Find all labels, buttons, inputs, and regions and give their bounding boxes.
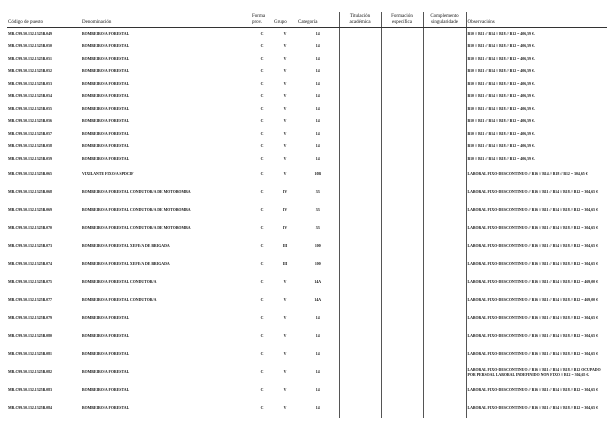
cell-grupo: V bbox=[283, 352, 287, 357]
cell-codigo: MR.C99.50.132.1325B.081 bbox=[8, 352, 52, 357]
cell-grupo: V bbox=[283, 144, 287, 149]
cell-complemento bbox=[423, 382, 466, 400]
cell-categoria: 14 bbox=[315, 106, 320, 111]
table-row bbox=[7, 238, 607, 256]
cell-codigo: MR.C99.50.132.1325B.059 bbox=[8, 156, 52, 161]
cell-observacions: B10 // B11 // B14 // B18 // B12 = 406,59 €. bbox=[466, 53, 607, 66]
cell-codigo: MR.C99.50.132.1325B.053 bbox=[8, 81, 52, 86]
cell-complemento bbox=[423, 202, 466, 220]
cell-observacions: LABORAL FIXO-DESCONTINUO // B16 // B11 // B14 // B18 // B12 = 304,65 € bbox=[466, 256, 607, 274]
table-row bbox=[7, 41, 607, 54]
cell-titulacion bbox=[339, 41, 381, 54]
table-row bbox=[7, 28, 607, 41]
table-row bbox=[7, 382, 607, 400]
cell-categoria: 14 bbox=[315, 370, 320, 375]
table-row bbox=[7, 220, 607, 238]
table-row bbox=[7, 346, 607, 364]
cell-forma-prov: C bbox=[260, 131, 264, 136]
cell-complemento bbox=[423, 141, 466, 154]
cell-formacion bbox=[381, 310, 423, 328]
cell-formacion bbox=[381, 153, 423, 166]
cell-categoria: 14 bbox=[315, 31, 320, 36]
cell-codigo: MR.C99.50.132.1325B.082 bbox=[8, 370, 52, 375]
cell-complemento bbox=[423, 153, 466, 166]
cell-observacions: B10 // B11 // B14 // B18 // B12 = 406,59 €. bbox=[466, 28, 607, 41]
cell-denominacion: BOMBEIRO/A FORESTAL bbox=[82, 334, 130, 339]
cell-denominacion: BOMBEIRO/A FORESTAL bbox=[82, 44, 130, 49]
cell-observacions: LABORAL FIXO-DESCONTINUO // B16 // B11 // B14 // B18 // B12 = 469,00 € bbox=[466, 274, 607, 292]
cell-observacions: B10 // B11 // B14 // B18 // B12 = 406,59 €. bbox=[466, 103, 607, 116]
cell-denominacion: BOMBEIRO/A FORESTAL CONDUTOR/A DE MOTOBOMBA bbox=[82, 190, 191, 195]
cell-categoria: 14 bbox=[315, 44, 320, 49]
table-row bbox=[7, 256, 607, 274]
table-row bbox=[7, 292, 607, 310]
cell-complemento bbox=[423, 91, 466, 104]
cell-forma-prov: C bbox=[260, 156, 264, 161]
table-row bbox=[7, 202, 607, 220]
cell-titulacion bbox=[339, 153, 381, 166]
cell-denominacion: BOMBEIRO/A FORESTAL bbox=[82, 156, 130, 161]
col-codigo: Código de puesto bbox=[7, 12, 81, 28]
table-row bbox=[7, 53, 607, 66]
cell-denominacion: BOMBEIRO/A FORESTAL bbox=[82, 106, 130, 111]
cell-observacions: LABORAL FIXO-DESCONTINUO // B16 // B11 // B14 // B18 // B12 = 469,00 € bbox=[466, 292, 607, 310]
cell-grupo: V bbox=[283, 156, 287, 161]
cell-titulacion bbox=[339, 128, 381, 141]
cell-denominacion: BOMBEIRO/A FORESTAL bbox=[82, 406, 130, 411]
table-row bbox=[7, 66, 607, 79]
cell-forma-prov: C bbox=[260, 172, 264, 177]
cell-complemento bbox=[423, 103, 466, 116]
cell-observacions: LABORAL FIXO-DESCONTINUO // B16 // B11 // B14 // B18 // B12 = 304,65 € bbox=[466, 382, 607, 400]
cell-forma-prov: C bbox=[260, 106, 264, 111]
table-header bbox=[7, 12, 607, 28]
cell-forma-prov: C bbox=[260, 56, 264, 61]
cell-complemento bbox=[423, 238, 466, 256]
cell-categoria: 10B bbox=[314, 172, 321, 177]
cell-observacions: B10 // B11 // B14 // B18 // B12 = 406,59 €. bbox=[466, 66, 607, 79]
cell-grupo: V bbox=[283, 316, 287, 321]
cell-forma-prov: C bbox=[260, 31, 264, 36]
table-row bbox=[7, 128, 607, 141]
cell-categoria: 14 bbox=[315, 156, 320, 161]
cell-complemento bbox=[423, 128, 466, 141]
cell-categoria: 14 bbox=[315, 334, 320, 339]
cell-formacion bbox=[381, 364, 423, 382]
col-titulacion: Titulación académica bbox=[339, 12, 381, 28]
cell-titulacion bbox=[339, 78, 381, 91]
cell-grupo: V bbox=[283, 106, 287, 111]
cell-grupo: V bbox=[283, 56, 287, 61]
cell-grupo: V bbox=[283, 298, 287, 303]
cell-observacions: B10 // B11 // B14 // B18 // B12 = 406,59 €. bbox=[466, 78, 607, 91]
cell-forma-prov: C bbox=[260, 406, 264, 411]
cell-denominacion: BOMBEIRO/A FORESTAL XEFE/A DE BRIGADA bbox=[82, 244, 170, 249]
cell-formacion bbox=[381, 202, 423, 220]
cell-formacion bbox=[381, 78, 423, 91]
col-categoria: Categoría bbox=[297, 12, 339, 28]
cell-forma-prov: C bbox=[260, 226, 264, 231]
col-denominacion: Denominación bbox=[81, 12, 251, 28]
cell-complemento bbox=[423, 364, 466, 382]
table-row bbox=[7, 400, 607, 418]
cell-categoria: 14A bbox=[314, 280, 322, 285]
cell-titulacion bbox=[339, 184, 381, 202]
cell-categoria: 33 bbox=[315, 208, 320, 213]
cell-grupo: V bbox=[283, 388, 287, 393]
cell-observacions: LABORAL FIXO-DESCONTINUO // B16 // B11 // B14 // B18 // B12 = 304,65 € bbox=[466, 400, 607, 418]
cell-grupo: V bbox=[283, 334, 287, 339]
table-row bbox=[7, 91, 607, 104]
cell-formacion bbox=[381, 274, 423, 292]
cell-denominacion: BOMBEIRO/A FORESTAL CONDUTOR/A DE MOTOBOMBA bbox=[82, 208, 191, 213]
cell-formacion bbox=[381, 128, 423, 141]
cell-categoria: 14 bbox=[315, 316, 320, 321]
cell-categoria: 100 bbox=[314, 262, 321, 267]
cell-denominacion: BOMBEIRO/A FORESTAL bbox=[82, 144, 130, 149]
cell-titulacion bbox=[339, 346, 381, 364]
table-body bbox=[7, 28, 607, 418]
cell-denominacion: VIXILANTE FIXO/A SPDCIF bbox=[82, 172, 134, 177]
cell-formacion bbox=[381, 238, 423, 256]
cell-titulacion bbox=[339, 166, 381, 184]
cell-grupo: III bbox=[282, 244, 288, 249]
cell-complemento bbox=[423, 328, 466, 346]
cell-complemento bbox=[423, 78, 466, 91]
cell-formacion bbox=[381, 256, 423, 274]
cell-grupo: V bbox=[283, 94, 287, 99]
cell-titulacion bbox=[339, 202, 381, 220]
cell-forma-prov: C bbox=[260, 244, 264, 249]
cell-complemento bbox=[423, 310, 466, 328]
cell-categoria: 14 bbox=[315, 144, 320, 149]
cell-denominacion: BOMBEIRO/A FORESTAL bbox=[82, 352, 130, 357]
cell-complemento bbox=[423, 400, 466, 418]
cell-forma-prov: C bbox=[260, 119, 264, 124]
cell-codigo: MR.C99.50.132.1325B.050 bbox=[8, 44, 52, 49]
cell-forma-prov: C bbox=[260, 388, 264, 393]
cell-forma-prov: C bbox=[260, 334, 264, 339]
cell-grupo: V bbox=[283, 131, 287, 136]
cell-categoria: 33 bbox=[315, 190, 320, 195]
cell-formacion bbox=[381, 28, 423, 41]
cell-forma-prov: C bbox=[260, 94, 264, 99]
cell-formacion bbox=[381, 184, 423, 202]
cell-titulacion bbox=[339, 28, 381, 41]
cell-categoria: 14 bbox=[315, 69, 320, 74]
cell-grupo: V bbox=[283, 81, 287, 86]
cell-codigo: MR.C99.50.132.1325B.056 bbox=[8, 119, 52, 124]
cell-grupo: IV bbox=[282, 190, 288, 195]
cell-codigo: MR.C99.50.132.1325B.057 bbox=[8, 131, 52, 136]
cell-formacion bbox=[381, 66, 423, 79]
cell-categoria: 14A bbox=[314, 298, 322, 303]
cell-categoria: 14 bbox=[315, 406, 320, 411]
cell-grupo: V bbox=[283, 44, 287, 49]
table-row bbox=[7, 116, 607, 129]
cell-complemento bbox=[423, 41, 466, 54]
cell-codigo: MR.C99.50.132.1325B.077 bbox=[8, 298, 52, 303]
cell-categoria: 14 bbox=[315, 131, 320, 136]
cell-formacion bbox=[381, 382, 423, 400]
cell-codigo: MR.C99.50.132.1325B.058 bbox=[8, 144, 52, 149]
cell-categoria: 100 bbox=[314, 244, 321, 249]
cell-complemento bbox=[423, 346, 466, 364]
cell-forma-prov: C bbox=[260, 69, 264, 74]
cell-categoria: 14 bbox=[315, 352, 320, 357]
cell-grupo: V bbox=[283, 370, 287, 375]
cell-denominacion: BOMBEIRO/A FORESTAL bbox=[82, 131, 130, 136]
cell-titulacion bbox=[339, 53, 381, 66]
cell-observacions: LABORAL FIXO-DESCONTINUO // B16 // B11 // B14 // B18 // B12 = 304,65 € bbox=[466, 184, 607, 202]
cell-observacions: LABORAL FIXO-DESCONTINUO // B16 // B11 // B14 // B18 // B12 = 304,65 € bbox=[466, 328, 607, 346]
cell-grupo: V bbox=[283, 280, 287, 285]
cell-grupo: V bbox=[283, 119, 287, 124]
cell-denominacion: BOMBEIRO/A FORESTAL bbox=[82, 94, 130, 99]
cell-observacions: LABORAL FIXO-DESCONTINUO // B16 // B11 // B14 // B18 // B12 = 304,65 € bbox=[466, 238, 607, 256]
cell-categoria: 14 bbox=[315, 81, 320, 86]
cell-formacion bbox=[381, 220, 423, 238]
table-row bbox=[7, 153, 607, 166]
cell-formacion bbox=[381, 103, 423, 116]
cell-forma-prov: C bbox=[260, 370, 264, 375]
cell-complemento bbox=[423, 166, 466, 184]
col-grupo: Grupo bbox=[273, 12, 297, 28]
cell-formacion bbox=[381, 328, 423, 346]
cell-titulacion bbox=[339, 328, 381, 346]
cell-denominacion: BOMBEIRO/A FORESTAL bbox=[82, 56, 130, 61]
table-row bbox=[7, 310, 607, 328]
cell-denominacion: BOMBEIRO/A FORESTAL bbox=[82, 119, 130, 124]
cell-complemento bbox=[423, 53, 466, 66]
cell-forma-prov: C bbox=[260, 316, 264, 321]
cell-forma-prov: C bbox=[260, 298, 264, 303]
cell-categoria: 14 bbox=[315, 388, 320, 393]
positions-table bbox=[7, 12, 607, 418]
cell-codigo: MR.C99.50.132.1325B.084 bbox=[8, 406, 52, 411]
cell-formacion bbox=[381, 346, 423, 364]
cell-titulacion bbox=[339, 256, 381, 274]
cell-categoria: 14 bbox=[315, 56, 320, 61]
cell-denominacion: BOMBEIRO/A FORESTAL bbox=[82, 388, 130, 393]
cell-titulacion bbox=[339, 91, 381, 104]
cell-codigo: MR.C99.50.132.1325B.074 bbox=[8, 262, 52, 267]
cell-codigo: MR.C99.50.132.1325B.068 bbox=[8, 190, 52, 195]
cell-denominacion: BOMBEIRO/A FORESTAL XEFE/A DE BRIGADA bbox=[82, 262, 170, 267]
cell-grupo: IV bbox=[282, 226, 288, 231]
cell-formacion bbox=[381, 91, 423, 104]
cell-formacion bbox=[381, 41, 423, 54]
cell-observacions: B10 // B11 // B14 // B18 // B12 = 406,59 €. bbox=[466, 141, 607, 154]
col-formacion: Formación específica bbox=[381, 12, 423, 28]
cell-denominacion: BOMBEIRO/A FORESTAL bbox=[82, 31, 130, 36]
cell-denominacion: BOMBEIRO/A FORESTAL CONDUTOR/A DE MOTOBOMBA bbox=[82, 226, 191, 231]
cell-titulacion bbox=[339, 141, 381, 154]
cell-codigo: MR.C99.50.132.1325B.051 bbox=[8, 56, 52, 61]
table-row bbox=[7, 328, 607, 346]
cell-complemento bbox=[423, 256, 466, 274]
cell-titulacion bbox=[339, 382, 381, 400]
cell-denominacion: BOMBEIRO/A FORESTAL CONDUTOR/A bbox=[82, 280, 157, 285]
cell-titulacion bbox=[339, 400, 381, 418]
cell-titulacion bbox=[339, 238, 381, 256]
cell-grupo: V bbox=[283, 172, 287, 177]
cell-forma-prov: C bbox=[260, 280, 264, 285]
cell-codigo: MR.C99.50.132.1325B.080 bbox=[8, 334, 52, 339]
cell-categoria: 14 bbox=[315, 119, 320, 124]
cell-grupo: V bbox=[283, 31, 287, 36]
cell-denominacion: BOMBEIRO/A FORESTAL bbox=[82, 69, 130, 74]
cell-codigo: MR.C99.50.132.1325B.069 bbox=[8, 208, 52, 213]
cell-denominacion: BOMBEIRO/A FORESTAL CONDUTOR/A bbox=[82, 298, 157, 303]
cell-forma-prov: C bbox=[260, 190, 264, 195]
table-row bbox=[7, 364, 607, 382]
cell-codigo: MR.C99.50.132.1325B.055 bbox=[8, 106, 52, 111]
cell-titulacion bbox=[339, 103, 381, 116]
col-complemento: Complemento singularidade bbox=[423, 12, 466, 28]
cell-observacions: B10 // B11 // B14 // B18 // B12 = 406,59 €. bbox=[466, 116, 607, 129]
cell-formacion bbox=[381, 141, 423, 154]
cell-titulacion bbox=[339, 274, 381, 292]
table-row bbox=[7, 184, 607, 202]
cell-formacion bbox=[381, 166, 423, 184]
cell-codigo: MR.C99.50.132.1325B.049 bbox=[8, 31, 52, 36]
cell-complemento bbox=[423, 66, 466, 79]
table-row bbox=[7, 274, 607, 292]
cell-titulacion bbox=[339, 220, 381, 238]
cell-complemento bbox=[423, 28, 466, 41]
cell-codigo: MR.C99.50.132.1325B.083 bbox=[8, 388, 52, 393]
cell-denominacion: BOMBEIRO/A FORESTAL bbox=[82, 316, 130, 321]
cell-formacion bbox=[381, 53, 423, 66]
cell-denominacion: BOMBEIRO/A FORESTAL bbox=[82, 81, 130, 86]
cell-forma-prov: C bbox=[260, 81, 264, 86]
cell-titulacion bbox=[339, 116, 381, 129]
cell-observacions: B10 // B11 // B14 // B18 // B12 = 406,59 €. bbox=[466, 153, 607, 166]
cell-observacions: LABORAL FIXO-DESCONTINUO // B16 // B14 // B18 // B12 = 304,65 € bbox=[466, 166, 607, 184]
cell-codigo: MR.C99.50.132.1325B.054 bbox=[8, 94, 52, 99]
cell-titulacion bbox=[339, 292, 381, 310]
cell-codigo: MR.C99.50.132.1325B.073 bbox=[8, 244, 52, 249]
cell-codigo: MR.C99.50.132.1325B.075 bbox=[8, 280, 52, 285]
cell-titulacion bbox=[339, 364, 381, 382]
cell-categoria: 33 bbox=[315, 226, 320, 231]
cell-complemento bbox=[423, 220, 466, 238]
cell-codigo: MR.C99.50.132.1325B.079 bbox=[8, 316, 52, 321]
cell-forma-prov: C bbox=[260, 44, 264, 49]
cell-codigo: MR.C99.50.132.1325B.052 bbox=[8, 69, 52, 74]
col-observaciones: Observacións bbox=[466, 12, 607, 28]
cell-observacions: B10 // B11 // B14 // B18 // B12 = 406,59 €. bbox=[466, 41, 607, 54]
col-forma-prov: Forma prov. bbox=[251, 12, 273, 28]
cell-observacions: B10 // B11 // B14 // B18 // B12 = 406,59 €. bbox=[466, 91, 607, 104]
cell-observacions: LABORAL FIXO-DESCONTINUO // B16 // B11 // B14 // B18 // B12 = 304,65 € bbox=[466, 310, 607, 328]
cell-forma-prov: C bbox=[260, 352, 264, 357]
cell-denominacion: BOMBEIRO/A FORESTAL bbox=[82, 370, 130, 375]
cell-observacions: LABORAL FIXO-DESCONTINUO // B16 // B11 // B14 // B18 // B12 = 304,65 € bbox=[466, 346, 607, 364]
table-row bbox=[7, 78, 607, 91]
cell-formacion bbox=[381, 400, 423, 418]
cell-formacion bbox=[381, 116, 423, 129]
cell-grupo: V bbox=[283, 69, 287, 74]
cell-complemento bbox=[423, 274, 466, 292]
cell-titulacion bbox=[339, 310, 381, 328]
cell-titulacion bbox=[339, 66, 381, 79]
cell-grupo: III bbox=[282, 262, 288, 267]
cell-observacions: B10 // B11 // B14 // B18 // B12 = 406,59 €. bbox=[466, 128, 607, 141]
cell-observacions: LABORAL FIXO-DESCONTINUO // B16 // B11 // B14 // B18 // B12 = 304,65 € bbox=[466, 220, 607, 238]
cell-grupo: V bbox=[283, 406, 287, 411]
cell-complemento bbox=[423, 292, 466, 310]
cell-codigo: MR.C99.50.132.1325B.070 bbox=[8, 226, 52, 231]
cell-categoria: 14 bbox=[315, 94, 320, 99]
cell-codigo: MR.C99.50.132.1325B.065 bbox=[8, 172, 52, 177]
cell-grupo: IV bbox=[282, 208, 288, 213]
cell-observacions: LABORAL FIXO-DESCONTINUO // B16 // B11 // B14 // B18 // B12 = 304,65 € bbox=[466, 202, 607, 220]
cell-forma-prov: C bbox=[260, 262, 264, 267]
table-row bbox=[7, 141, 607, 154]
cell-observacions: LABORAL FIXO-DESCONTINUO // B16 // B11 // B14 // B18 // B12 OCUPADO POR PERSOAL LABORAL INDEFINIDO NON FIXO // B12 = 304,65 €. bbox=[466, 364, 607, 382]
cell-forma-prov: C bbox=[260, 208, 264, 213]
cell-forma-prov: C bbox=[260, 144, 264, 149]
table-row bbox=[7, 166, 607, 184]
table-row bbox=[7, 103, 607, 116]
cell-formacion bbox=[381, 292, 423, 310]
cell-complemento bbox=[423, 116, 466, 129]
cell-complemento bbox=[423, 184, 466, 202]
